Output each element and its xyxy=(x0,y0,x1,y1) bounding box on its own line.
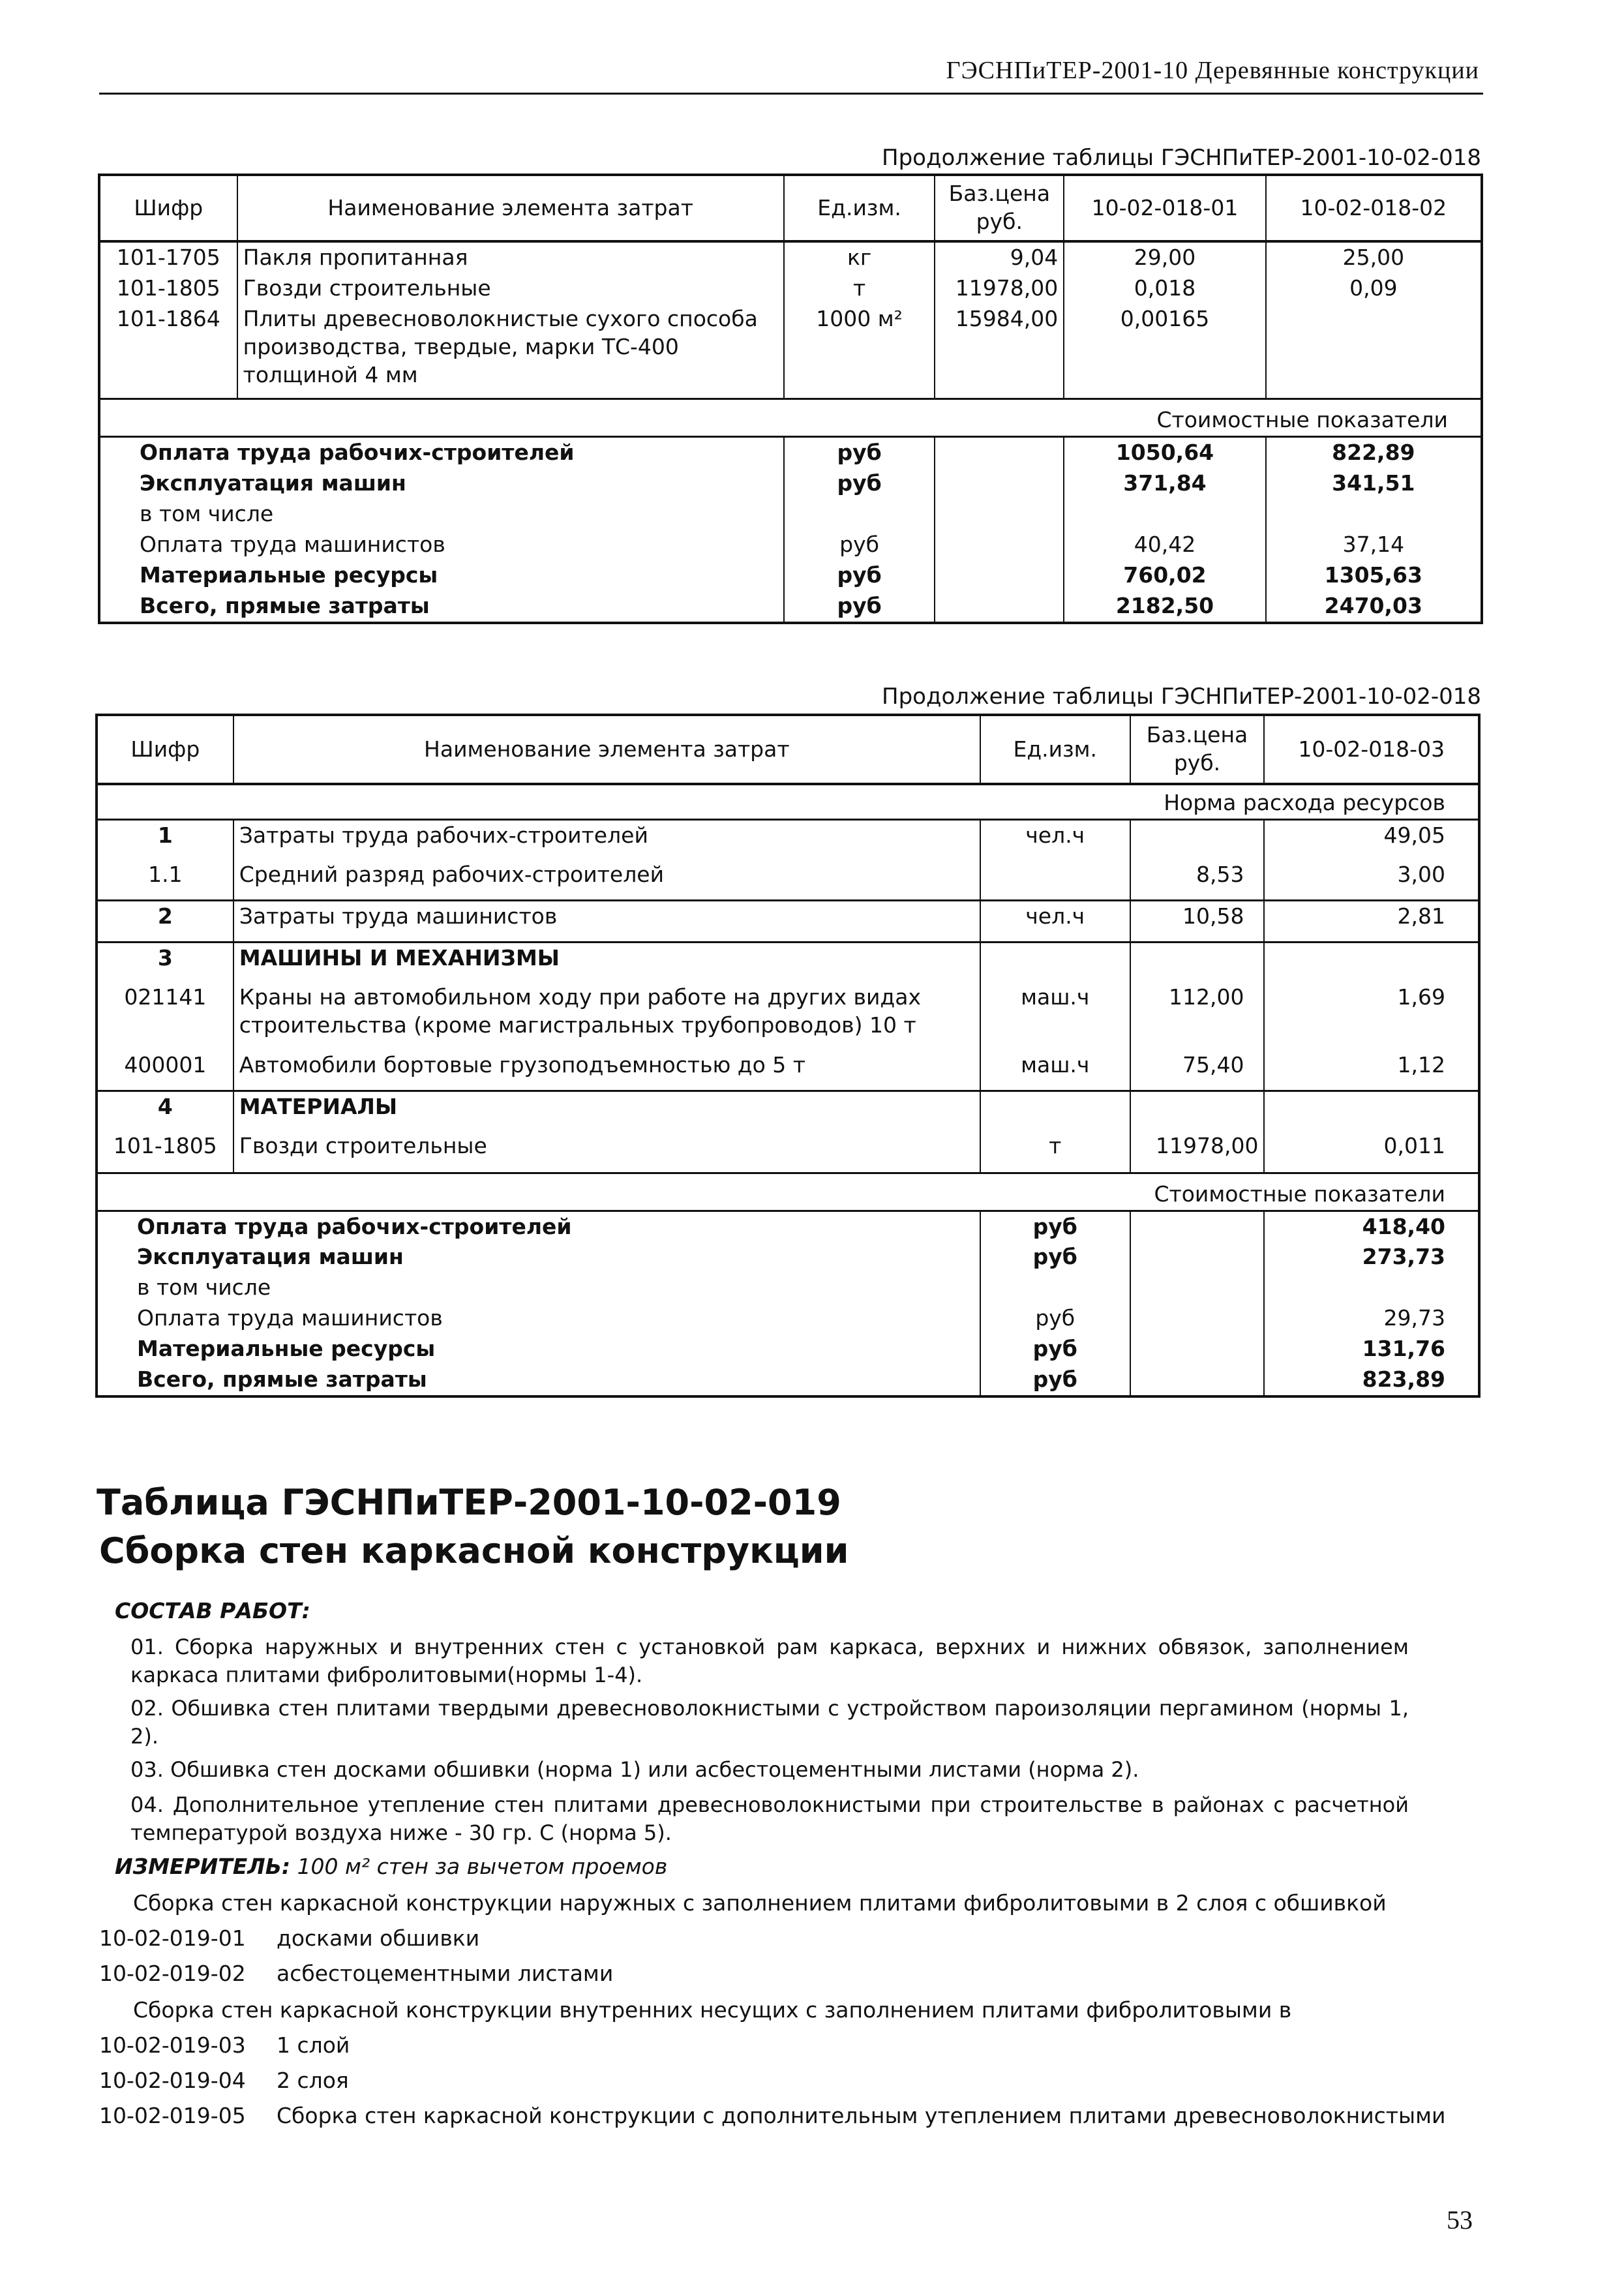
cost-value: 2182,50 xyxy=(1064,591,1265,623)
norm-text: 2 слоя xyxy=(277,2068,349,2093)
cell-norm: 3,00 xyxy=(1264,860,1479,900)
table1 xyxy=(98,173,1483,624)
cost-label: Оплата труда рабочих-строителей xyxy=(97,1211,980,1242)
cost-label: Эксплуатация машин xyxy=(97,1242,980,1273)
cost-row xyxy=(97,1365,1479,1396)
table-row xyxy=(99,304,1482,399)
norm-text: 1 слой xyxy=(277,2032,350,2058)
section-label-row xyxy=(97,1173,1479,1211)
cell-norm: 1,69 xyxy=(1264,982,1479,1050)
cost-value: 371,84 xyxy=(1064,468,1265,499)
cell-price: 11978,00 xyxy=(1130,1131,1265,1173)
cost-row xyxy=(97,1273,1479,1303)
cost-label: Эксплуатация машин xyxy=(99,468,784,499)
cell-unit: чел.ч xyxy=(980,900,1130,942)
cell-code: 101-1864 xyxy=(99,304,237,399)
cell-name: Гвозди строительные xyxy=(233,1131,980,1173)
table2 xyxy=(95,714,1481,1398)
work-item: 03. Обшивка стен досками обшивки (норма 1) или асбестоцементными листами (норма 2). xyxy=(130,1757,1139,1782)
cell-name: Затраты труда машинистов xyxy=(233,900,980,942)
cost-value: 273,73 xyxy=(1264,1242,1479,1273)
col-header-price: Баз.цена руб. xyxy=(935,175,1064,241)
cost-unit: руб xyxy=(784,468,935,499)
cost-unit: руб xyxy=(980,1211,1130,1242)
col-header-norm-02: 10-02-018-02 xyxy=(1266,175,1482,241)
cost-value: 1305,63 xyxy=(1266,560,1482,591)
col-header-name: Наименование элемента затрат xyxy=(233,715,980,784)
cost-unit: руб xyxy=(980,1242,1130,1273)
cell-name: Пакля пропитанная xyxy=(237,241,784,273)
table1-caption: Продолжение таблицы ГЭСНПиТЕР-2001-10-02-018 xyxy=(882,145,1482,171)
cell-code: 1 xyxy=(97,819,233,860)
cost-row xyxy=(99,437,1482,468)
cost-unit: руб xyxy=(980,1303,1130,1334)
cell-norm: 0,011 xyxy=(1264,1131,1479,1173)
cell-code: 101-1705 xyxy=(99,241,237,273)
cost-unit: руб xyxy=(784,437,935,468)
norm-text: досками обшивки xyxy=(277,1925,480,1951)
section-title: Таблица ГЭСНПиТЕР-2001-10-02-019 xyxy=(97,1482,841,1523)
norm-code: 10-02-019-05 xyxy=(99,2103,246,2128)
cost-value: 822,89 xyxy=(1266,437,1482,468)
cell-unit: маш.ч xyxy=(980,1050,1130,1091)
col-header-code: Шифр xyxy=(99,175,237,241)
table-row xyxy=(97,860,1479,900)
cost-row xyxy=(99,560,1482,591)
table-row xyxy=(97,1131,1479,1173)
group-heading: Сборка стен каркасной конструкции наружных с заполнением плитами фибролитовыми в 2 слоя с обшивкой xyxy=(133,1890,1387,1916)
norm-code: 10-02-019-01 xyxy=(99,1925,246,1951)
cell-name: МАШИНЫ И МЕХАНИЗМЫ xyxy=(233,942,980,982)
table-row xyxy=(97,982,1479,1050)
cost-label: Всего, прямые затраты xyxy=(99,591,784,623)
cost-value: 1050,64 xyxy=(1064,437,1265,468)
cell-code: 101-1805 xyxy=(99,273,237,304)
cell-code: 101-1805 xyxy=(97,1131,233,1173)
works-label: СОСТАВ РАБОТ: xyxy=(115,1598,310,1623)
cost-label: Материальные ресурсы xyxy=(97,1334,980,1365)
cell-price xyxy=(1130,819,1265,860)
cost-value: 760,02 xyxy=(1064,560,1265,591)
table-row xyxy=(97,900,1479,942)
cell-norm xyxy=(1266,304,1482,399)
norm-label-row xyxy=(97,784,1479,819)
cell-unit: т xyxy=(980,1131,1130,1173)
norm-code: 10-02-019-04 xyxy=(99,2068,246,2093)
cost-value: 37,14 xyxy=(1266,530,1482,560)
cell-unit xyxy=(980,860,1130,900)
section-label: Стоимостные показатели xyxy=(97,1173,1479,1211)
cell-norm: 0,00165 xyxy=(1064,304,1265,399)
table-row xyxy=(99,273,1482,304)
cost-row xyxy=(97,1334,1479,1365)
col-header-norm-03: 10-02-018-03 xyxy=(1264,715,1479,784)
work-item: 04. Дополнительное утепление стен плитами древесноволокнистыми при строительстве в районах с расчетной температурой воздуха ниже - 30 гр. С (норма 5). xyxy=(130,1792,1409,1845)
table-row xyxy=(97,1050,1479,1091)
section-label-row xyxy=(99,399,1482,437)
cell-code: 1.1 xyxy=(97,860,233,900)
cost-value: 40,42 xyxy=(1064,530,1265,560)
cost-unit: руб xyxy=(784,560,935,591)
cell-name: МАТЕРИАЛЫ xyxy=(233,1091,980,1131)
cost-label: Оплата труда рабочих-строителей xyxy=(99,437,784,468)
table2-header-row xyxy=(97,715,1479,784)
cost-label: Всего, прямые затраты xyxy=(97,1365,980,1396)
cell-price: 75,40 xyxy=(1130,1050,1265,1091)
work-item: 02. Обшивка стен плитами твердыми древесноволокнистыми с устройством пароизоляции пергамином (нормы 1, 2). xyxy=(130,1696,1409,1749)
table-row xyxy=(97,819,1479,860)
cost-row xyxy=(97,1242,1479,1273)
meter-label: ИЗМЕРИТЕЛЬ: xyxy=(115,1854,291,1879)
norm-text: асбестоцементными листами xyxy=(277,1961,614,1986)
cell-name: Плиты древесноволокнистые сухого способа производства, твердые, марки ТС-400 толщиной 4 мм xyxy=(237,304,784,399)
cost-value: 341,51 xyxy=(1266,468,1482,499)
table-row xyxy=(99,241,1482,273)
page-number: 53 xyxy=(1447,2205,1473,2235)
table-row xyxy=(97,942,1479,982)
cost-row xyxy=(99,591,1482,623)
running-title: ГЭСНПиТЕР-2001-10 Деревянные конструкции xyxy=(946,57,1479,84)
cell-norm: 25,00 xyxy=(1266,241,1482,273)
cell-unit: чел.ч xyxy=(980,819,1130,860)
col-header-code: Шифр xyxy=(97,715,233,784)
cell-price: 11978,00 xyxy=(935,273,1064,304)
cell-code: 3 xyxy=(97,942,233,982)
cell-unit: 1000 м² xyxy=(784,304,935,399)
cell-unit: маш.ч xyxy=(980,982,1130,1050)
cell-price: 112,00 xyxy=(1130,982,1265,1050)
cell-norm: 49,05 xyxy=(1264,819,1479,860)
group-heading: Сборка стен каркасной конструкции внутренних несущих с заполнением плитами фибролитовыми в xyxy=(133,1997,1292,2023)
cell-name: Средний разряд рабочих-строителей xyxy=(233,860,980,900)
cost-label: в том числе xyxy=(97,1273,980,1303)
norm-label: Норма расхода ресурсов xyxy=(97,784,1479,819)
cost-unit: руб xyxy=(784,591,935,623)
cost-label: Материальные ресурсы xyxy=(99,560,784,591)
cost-row xyxy=(97,1211,1479,1242)
cell-name: Краны на автомобильном ходу при работе на других видах строительства (кроме магистральных трубопроводов) 10 т xyxy=(233,982,980,1050)
cost-label: Оплата труда машинистов xyxy=(97,1303,980,1334)
norm-code: 10-02-019-03 xyxy=(99,2032,246,2058)
cell-unit: т xyxy=(784,273,935,304)
cell-price: 8,53 xyxy=(1130,860,1265,900)
section-label: Стоимостные показатели xyxy=(99,399,1482,437)
cost-unit: руб xyxy=(784,530,935,560)
col-header-unit: Ед.изм. xyxy=(980,715,1130,784)
cell-price: 15984,00 xyxy=(935,304,1064,399)
cell-code: 2 xyxy=(97,900,233,942)
cost-row xyxy=(99,530,1482,560)
col-header-norm-01: 10-02-018-01 xyxy=(1064,175,1265,241)
cost-value: 823,89 xyxy=(1264,1365,1479,1396)
cost-row xyxy=(99,468,1482,499)
meter-text: 100 м² стен за вычетом проемов xyxy=(297,1854,668,1879)
cell-price: 9,04 xyxy=(935,241,1064,273)
col-header-name: Наименование элемента затрат xyxy=(237,175,784,241)
cost-value: 2470,03 xyxy=(1266,591,1482,623)
cell-norm: 0,018 xyxy=(1064,273,1265,304)
cost-value: 131,76 xyxy=(1264,1334,1479,1365)
cost-label: в том числе xyxy=(99,499,784,530)
col-header-price: Баз.цена руб. xyxy=(1130,715,1265,784)
table2-caption: Продолжение таблицы ГЭСНПиТЕР-2001-10-02-018 xyxy=(882,684,1482,710)
cell-unit: кг xyxy=(784,241,935,273)
cell-code: 400001 xyxy=(97,1050,233,1091)
cell-name: Затраты труда рабочих-строителей xyxy=(233,819,980,860)
cell-code: 4 xyxy=(97,1091,233,1131)
section-subtitle: Сборка стен каркасной конструкции xyxy=(99,1530,849,1571)
cell-name: Гвозди строительные xyxy=(237,273,784,304)
norm-code: 10-02-019-02 xyxy=(99,1961,246,1986)
cell-norm: 29,00 xyxy=(1064,241,1265,273)
cost-row xyxy=(97,1303,1479,1334)
cost-row xyxy=(99,499,1482,530)
cost-unit: руб xyxy=(980,1365,1130,1396)
cell-code: 021141 xyxy=(97,982,233,1050)
table1-header-row xyxy=(99,175,1482,241)
norm-text: Сборка стен каркасной конструкции с дополнительным утеплением плитами древесноволокнистыми xyxy=(277,2103,1446,2128)
cost-value: 29,73 xyxy=(1264,1303,1479,1334)
running-header xyxy=(99,53,1483,95)
cost-value: 418,40 xyxy=(1264,1211,1479,1242)
col-header-unit: Ед.изм. xyxy=(784,175,935,241)
table-row xyxy=(97,1091,1479,1131)
cost-unit: руб xyxy=(980,1334,1130,1365)
cell-norm: 1,12 xyxy=(1264,1050,1479,1091)
meter-line xyxy=(115,1854,667,1879)
cost-label: Оплата труда машинистов xyxy=(99,530,784,560)
cell-norm: 2,81 xyxy=(1264,900,1479,942)
work-item: 01. Сборка наружных и внутренних стен с установкой рам каркаса, верхних и нижних обвязок, заполнением каркаса плитами фибролитовыми(нормы 1-4). xyxy=(130,1635,1409,1687)
cell-norm: 0,09 xyxy=(1266,273,1482,304)
cell-name: Автомобили бортовые грузоподъемностью до 5 т xyxy=(233,1050,980,1091)
cell-price: 10,58 xyxy=(1130,900,1265,942)
